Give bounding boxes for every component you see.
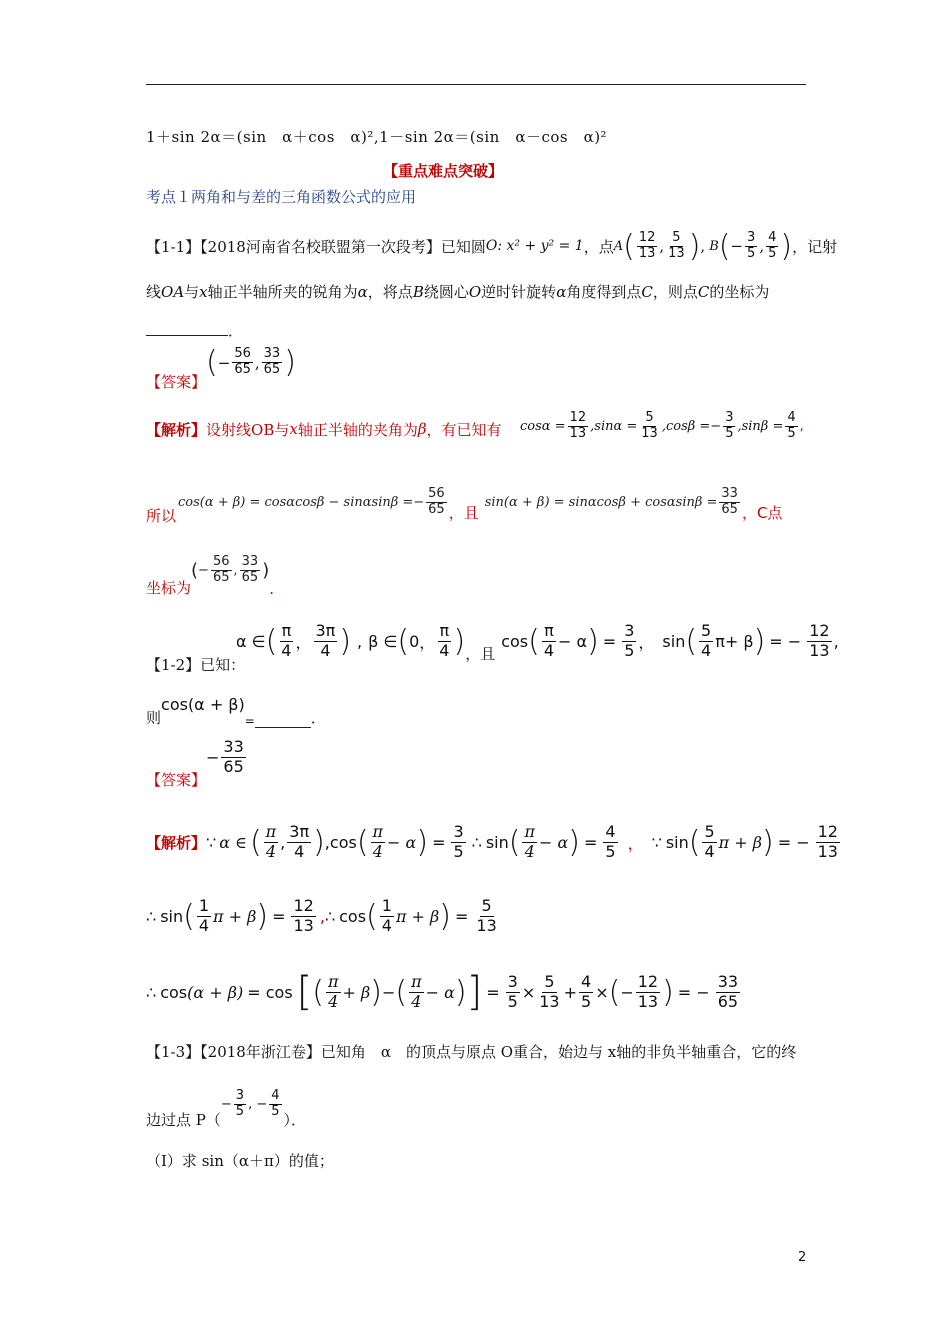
answer-expression: ( − $\frac{56}{65}$ , $\frac{33}{65}$ ): [206, 345, 296, 380]
paren: (: [528, 623, 540, 659]
text: .: [269, 580, 274, 598]
fraction: $\frac{\pi}{4}$: [524, 822, 535, 861]
bracket: ]: [466, 969, 483, 1015]
paren: (: [191, 560, 199, 582]
topic-heading: 考点１两角和与差的三角函数公式的应用: [146, 188, 417, 206]
fraction: $\frac{5}{13}$: [476, 896, 497, 935]
paren: ): [587, 623, 599, 659]
coord-expression: ( − $\frac{56}{65}$ , $\frac{33}{65}$ ): [191, 554, 270, 586]
fraction: $\frac{\pi}{4}$: [439, 621, 450, 660]
analysis-1-1-line2: [146, 482, 176, 528]
text: cos: [501, 631, 529, 651]
problem-1-2-conditions: α ∈ ( $\frac{\pi}{4}$ ， $\frac{3\pi}{4}$ ) , β ∈ ( 0 ， $\frac{\pi}{4}$ ) ，且 cos ( $\frac{\pi}{4}$ − α ) = $\frac{3}{5}$ ， sin ( $\frac{5}{4}$ π + β ) = − $\frac{12}{13}$ ,: [236, 621, 839, 663]
minus: −: [217, 353, 231, 372]
text: 轴正半轴所夹的锐角为: [207, 283, 358, 301]
fraction: $\frac{33}{65}$: [241, 554, 259, 586]
analysis-1-2-line2: ∴ sin ( $\frac{1}{4}$ π + β ) = $\frac{12}{13}$ , ∴ cos ( $\frac{1}{4}$ π + β ) = $\frac{5}{13}$: [146, 896, 497, 935]
fraction: $\frac{4}{5}$: [581, 972, 592, 1011]
paren: (: [206, 345, 218, 380]
paren: (: [718, 228, 731, 264]
paren: (: [685, 623, 698, 659]
problem-1-3-line2: [146, 1088, 306, 1132]
fraction: $\frac{3\pi}{4}$: [289, 822, 310, 861]
therefore-symbol: ∴: [471, 832, 482, 852]
paren: (: [356, 824, 369, 860]
answer-expression: [206, 738, 248, 776]
fraction: $\frac{56}{65}$: [212, 554, 230, 586]
paren: ): [688, 228, 701, 264]
fraction: $\frac{\pi}{4}$: [372, 822, 384, 861]
fraction: $\frac{\pi}{4}$: [281, 621, 292, 660]
paren: ): [256, 898, 269, 934]
paren: ): [339, 623, 352, 659]
text: ,cosβ =−: [661, 418, 722, 434]
fraction: $\frac{\pi}{4}$: [543, 621, 555, 660]
c-var: C: [697, 283, 710, 301]
fraction: $\frac{5}{13}$: [641, 409, 658, 441]
minus: −: [198, 563, 209, 579]
text: ，且: [448, 503, 479, 522]
bracket: [: [296, 969, 313, 1015]
c-var: C: [641, 283, 653, 301]
fraction: $\frac{4}{5}$: [271, 1088, 280, 1120]
text: ,sinβ =: [737, 418, 784, 434]
point-a-label: A: [613, 238, 624, 254]
problem-1-3-line1: 【1-3】【2018年浙江卷】已知角 α 的顶点与原点 O重合，始边与 x轴的非负半轴重合，它的终: [146, 1043, 797, 1061]
text: 轴正半轴的夹角为: [297, 420, 418, 439]
beta-var: β: [417, 420, 427, 438]
b-x-fraction: $\frac{3}{5}$: [747, 229, 756, 261]
paren: (: [688, 824, 701, 860]
point-b-label: B: [709, 238, 719, 254]
fraction: $\frac{4}{5}$: [605, 822, 616, 861]
paren: ): [780, 228, 793, 264]
fraction: $\frac{33}{65}$: [721, 485, 738, 517]
fraction: $\frac{12}{13}$: [637, 972, 659, 1011]
paren: ): [454, 974, 467, 1010]
minus: −: [206, 747, 220, 767]
page-number: 2: [798, 1250, 807, 1265]
text: ，且: [465, 644, 496, 663]
text: 则: [146, 709, 162, 727]
text: 0: [409, 631, 420, 651]
paren: (: [366, 898, 378, 934]
fraction: $\frac{3\pi}{4}$: [315, 621, 336, 660]
fraction: $\frac{\pi}{4}$: [411, 972, 422, 1011]
header-rule: [146, 84, 806, 85]
b-var: B: [412, 283, 424, 301]
text: ，则点: [652, 283, 698, 301]
paren: ): [313, 824, 325, 860]
fraction: $\frac{3}{5}$: [624, 621, 635, 660]
text: π: [715, 631, 725, 651]
o-var: O: [468, 283, 482, 301]
paren: (: [183, 898, 195, 934]
section-title: 【重点难点突破】: [383, 162, 504, 180]
paren: ): [753, 623, 766, 659]
b-y-fraction: $\frac{4}{5}$: [768, 229, 777, 261]
text: 的坐标为: [709, 283, 770, 301]
fraction: $\frac{12}{13}$: [569, 409, 587, 441]
problem-1-3-part1: （Ⅰ）求 sin（α＋π）的值；: [146, 1152, 334, 1170]
therefore-symbol: ∴: [146, 982, 157, 1002]
text: α ∈: [236, 631, 266, 651]
text: ,sinα =: [590, 418, 638, 434]
text: ．: [310, 709, 326, 727]
point-p-coords: − $\frac{3}{5}$ , − $\frac{4}{5}$: [220, 1088, 280, 1120]
text: =: [244, 714, 255, 728]
alpha-var: α: [357, 283, 368, 301]
analysis-1-1-line1: [146, 406, 502, 452]
given-values: cosα = $\frac{12}{13}$ ,sinα = $\frac{5}{13}$ ,cosβ =− $\frac{3}{5}$ ,sinβ = $\frac{4}{5}$ ,: [520, 409, 804, 441]
x-var: x: [289, 420, 298, 438]
paren: (: [249, 824, 262, 860]
paren: ): [439, 898, 452, 934]
analysis-label: 【解析】: [146, 833, 207, 852]
answer-label: 【答案】: [146, 771, 207, 789]
fraction: $\frac{\pi}{4}$: [265, 822, 277, 861]
text: − α: [558, 631, 588, 651]
fraction: $\frac{3}{5}$: [725, 409, 734, 441]
paren: ): [416, 824, 429, 860]
fraction: $\frac{12}{13}$: [293, 896, 314, 935]
paren: (: [265, 623, 278, 659]
text: 边过点 P（: [146, 1111, 221, 1129]
problem-1-1-label: 【1-1】【2018河南省名校联盟第一次段考】已知圆: [146, 237, 486, 256]
text: =: [602, 631, 617, 651]
answer-y-fraction: $\frac{33}{65}$: [263, 346, 281, 377]
paren: ): [284, 345, 296, 380]
fraction: $\frac{33}{65}$: [223, 737, 244, 776]
paren: (: [623, 228, 635, 264]
analysis-label: 【解析】: [146, 420, 207, 439]
answer-label: 【答案】: [146, 373, 207, 391]
text: ，有已知有: [426, 420, 502, 439]
text: 角度得到点: [566, 283, 642, 301]
text: 逆时针旋转: [481, 283, 557, 301]
target-expression: cos(α + β): [161, 695, 245, 714]
fraction: $\frac{5}{4}$: [701, 621, 712, 660]
therefore-symbol: ∴: [324, 906, 336, 926]
paren: ): [262, 560, 270, 582]
fraction: $\frac{\pi}{4}$: [327, 972, 339, 1011]
problem-1-1-line1: 【1-1】【2018河南省名校联盟第一次段考】已知圆 O: x² + y² = 1 ，点 A ( $\frac{12}{13}$ , $\frac{5}{13}$ ) , B ( − $\frac{3}{5}$ , $\frac{4}{5}$ ) ，记射: [146, 228, 838, 264]
text: 线: [146, 283, 162, 301]
blank-line: [255, 727, 311, 728]
a-x-fraction: $\frac{12}{13}$: [638, 229, 656, 261]
paren: ): [453, 623, 466, 659]
fraction: $\frac{3}{5}$: [453, 822, 464, 861]
fraction: $\frac{4}{5}$: [787, 409, 796, 441]
paren: ): [370, 974, 382, 1010]
text: ）．: [283, 1111, 307, 1129]
fraction: $\frac{56}{65}$: [428, 485, 445, 517]
paren: (: [608, 974, 621, 1010]
analysis-1-2-line3: ∴ cos (α + β) = cos [ ( $\frac{\pi}{4}$ + β ) − ( $\frac{\pi}{4}$ − α ) ] = $\frac{3}{5}$ × $\frac{5}{13}$ + $\frac{4}{5}$ × ( − $\frac{12}{13}$ ) = − $\frac{33}{65}$: [146, 969, 739, 1015]
text: 所以: [146, 507, 177, 525]
because-symbol: ∵: [206, 832, 217, 852]
text: ，C点: [741, 503, 783, 522]
therefore-symbol: ∴: [146, 906, 157, 926]
text: ．: [228, 322, 244, 340]
cos-sum-formula: [178, 480, 782, 524]
paren: (: [312, 974, 324, 1010]
text: ，点: [583, 237, 614, 256]
text: + β: [724, 631, 754, 651]
paren: ): [568, 824, 581, 860]
analysis-1-2-line1: 【解析】 ∵ α ∈ ( $\frac{\pi}{4}$ , $\frac{3\pi}{4}$ ) , cos ( $\frac{\pi}{4}$ − α ) = $\frac{3}{5}$ ∴ sin ( $\frac{\pi}{4}$ − α ) = $\frac{4}{5}$ ， ∵ sin ( $\frac{5}{4}$ π + β ) = − $\frac{12}{13}$: [146, 822, 838, 861]
text: ，将点: [367, 283, 413, 301]
x-var: x: [199, 283, 208, 301]
paren: (: [395, 974, 408, 1010]
answer-1-1: [146, 346, 296, 394]
text: cos(α + β) = cosαcosβ − sinαsinβ =−: [178, 494, 425, 510]
text: 坐标为: [146, 579, 192, 597]
alpha-var: α: [556, 283, 567, 301]
paren: (: [397, 623, 410, 659]
analysis-1-1-line3: [146, 552, 274, 600]
a-y-fraction: $\frac{5}{13}$: [668, 229, 685, 261]
text: = −: [769, 631, 802, 651]
fraction: $\frac{1}{4}$: [198, 896, 210, 935]
fraction: $\frac{12}{13}$: [817, 822, 838, 861]
fraction: $\frac{33}{65}$: [717, 972, 739, 1011]
fraction: $\frac{12}{13}$: [809, 621, 830, 660]
answer-1-2: [146, 737, 248, 792]
blank-line: [146, 335, 228, 336]
answer-x-fraction: $\frac{56}{65}$: [234, 346, 251, 377]
fraction: $\frac{5}{13}$: [539, 972, 560, 1011]
text: cosα =: [520, 418, 566, 434]
fraction: $\frac{5}{4}$: [704, 822, 715, 861]
header-formula: 1＋sin 2α＝(sin α＋cos α)²,1－sin 2α＝(sin α－cos α)²: [146, 128, 608, 146]
text: 与: [184, 283, 200, 301]
problem-1-2-label: 【1-2】已知：: [146, 656, 246, 674]
paren: ): [662, 974, 674, 1010]
paren: ): [761, 824, 774, 860]
paren: (: [508, 824, 521, 860]
text: 绕圆心: [423, 283, 469, 301]
answer-blank-1-1: [146, 320, 243, 341]
fraction: $\frac{3}{5}$: [507, 972, 518, 1011]
circle-equation: O: x² + y² = 1: [485, 238, 584, 254]
text: sin(α + β) = sinαcosβ + cosαsinβ =: [484, 494, 718, 510]
problem-1-1-line2: [146, 281, 769, 302]
text: 设射线OB与: [206, 420, 290, 439]
because-symbol: ∵: [651, 832, 662, 852]
text: β ∈: [368, 631, 398, 651]
text: ，记射: [792, 237, 838, 256]
ray-oa: OA: [161, 283, 185, 301]
problem-1-2-question: [146, 692, 326, 728]
text: sin: [662, 631, 686, 651]
fraction: $\frac{1}{4}$: [381, 896, 392, 935]
fraction: $\frac{3}{5}$: [235, 1088, 245, 1120]
